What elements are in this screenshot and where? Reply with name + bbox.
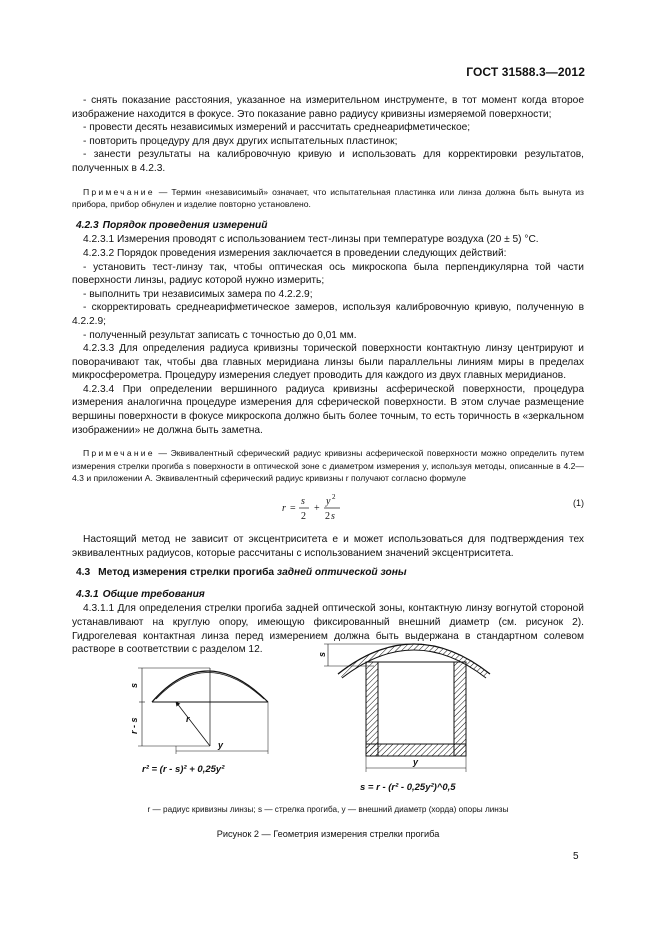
section-title: Общие требования: [102, 588, 205, 600]
figure-left-geometry: [118, 642, 278, 782]
figure-legend: r — радиус кривизны линзы; s — стрелка прогиба, y — внешний диаметр (хорда) опоры линзы: [147, 805, 509, 814]
label-s: s: [318, 651, 327, 657]
section-heading-4-2-3: [76, 219, 584, 233]
sagitta-geometry-diagram: [118, 642, 278, 782]
note-text: — Эквивалентный сферический радиус кривизны асферической поверхности можно определить путем измерения стрелки прогиба s поверхности в оптической зоне с диаметром измерения y, используя методы, описанные в 4.2—4.3 и приложении А. Эквивалентный сферический радиус кривизны r получают согласно формуле: [72, 448, 584, 484]
svg-text:2: 2: [325, 511, 330, 523]
right-formula: [360, 782, 456, 793]
list-item: - выполнить три независимых замера по 4.2.2.9;: [83, 288, 313, 300]
section-number: 4.3: [76, 567, 91, 579]
paragraph: 4.3.1.1 Для определения стрелки прогиба задней оптической зоны, контактную линзу вогнутой стороной устанавливают на круглую опору, имеющую фиксированный внешний диаметр (см. рисунок 2). Гидрогелевая контактная линза перед измерением должна быть выдержана в стандартном солевом растворе в соответствии с разделом 12.: [72, 603, 584, 656]
label-y: y: [218, 740, 224, 750]
list-item: - скорректировать среднеарифметическое замеров, используя калибровочную кривую, полученную в 4.2.2.9;: [72, 302, 584, 327]
svg-text:s: s: [331, 511, 335, 523]
svg-text:2: 2: [332, 493, 336, 502]
section-heading-4-3-1: [76, 588, 584, 602]
left-formula: [142, 764, 224, 775]
section-title-italic: задней оптической зоны: [276, 567, 407, 579]
formula-row: [72, 493, 584, 533]
svg-text:2: 2: [301, 511, 306, 523]
list-item: - полученный результат записать с точностью до 0,01 мм.: [83, 329, 357, 341]
formula-1: [72, 487, 584, 527]
paragraph: Настоящий метод не зависит от эксцентриситета e и может использоваться для подтверждения тех эквивалентных радиусов, которые рассчитаны с использованием значений эксцентриситета.: [72, 534, 584, 559]
note-paragraph: [72, 447, 584, 485]
label-y: y: [413, 757, 419, 767]
list-item: - занести результаты на калибровочную кривую и использовать для корректировки результатов, полученных в 4.2.3.: [72, 149, 584, 174]
document-header: ГОСТ 31588.3—2012: [466, 65, 585, 79]
svg-text:r: r: [282, 503, 286, 515]
label-r: r: [186, 714, 190, 724]
page-number: 5: [573, 851, 579, 862]
lens-support-diagram: [318, 632, 518, 800]
formula-number: (1): [573, 498, 584, 509]
label-r-minus-s: r - s: [129, 717, 139, 734]
list-item: - повторить процедуру для двух других испытательных пластинок;: [83, 135, 398, 147]
paragraph: 4.2.3.2 Порядок проведения измерения заключается в проведении следующих действий:: [83, 247, 507, 259]
section-title: Метод измерения стрелки прогиба: [98, 567, 277, 579]
list-item: - снять показание расстояния, указанное на измерительном инструменте, в тот момент когда второе изображение находится в фокусе. Это показание равно радиусу кривизны измеряемой поверхности;: [72, 95, 584, 120]
right-formula-text: s = r - (r² - 0,25y²)^0,5: [360, 782, 456, 793]
section-heading-4-3: [76, 566, 584, 580]
left-formula-text: r² = (r - s)² + 0,25y²: [142, 764, 225, 775]
section-number: 4.2.3: [76, 219, 99, 231]
svg-text:s: s: [301, 496, 305, 508]
paragraph: 4.2.3.1 Измерения проводят с использованием тест-линзы при температуре воздуха (20 ± 5) °С.: [83, 234, 539, 246]
label-s: s: [129, 682, 139, 688]
section-number: 4.3.1: [76, 588, 99, 600]
paragraph: 4.2.3.4 При определении вершинного радиуса кривизны асферической поверхности, процедура измерения аналогична процедуре измерения для сферической поверхности. В этом случае размещение вершины поверхности в фокусе микроскопа должно быть более точным, то есть торичность в «зеркальном изображении» не должна быть заметна.: [72, 383, 584, 436]
note-label: Примечание: [83, 448, 155, 459]
note-label: Примечание: [83, 186, 155, 197]
note-paragraph: [72, 186, 584, 211]
note-text: — Термин «независимый» означает, что испытательная пластинка или линза должна быть вынута из прибора, прибор обнулен и изделие повторно установлено.: [72, 186, 584, 210]
svg-text:+: +: [314, 503, 320, 515]
svg-text:y: y: [326, 496, 331, 508]
page-content: [72, 94, 584, 657]
svg-text:=: =: [290, 503, 296, 515]
list-item: - провести десять независимых измерений и рассчитать среднеарифметическое;: [83, 122, 471, 134]
figure-right-support: [318, 632, 518, 800]
figure-caption: Рисунок 2 — Геометрия измерения стрелки прогиба: [216, 829, 440, 839]
paragraph: 4.2.3.3 Для определения радиуса кривизны торической поверхности контактную линзу центрируют и поворачивают так, чтобы два главных меридиана линзы были параллельны линиям миры в пределах микросферометра. Процедуру измерения следует проводить для каждого из двух главных меридианов.: [72, 343, 584, 382]
list-item: - установить тест-линзу так, чтобы оптическая ось микроскопа была перпендикулярна той части поверхности линзы, радиус которой нужно измерить;: [72, 261, 584, 287]
section-title: Порядок проведения измерений: [102, 219, 268, 231]
